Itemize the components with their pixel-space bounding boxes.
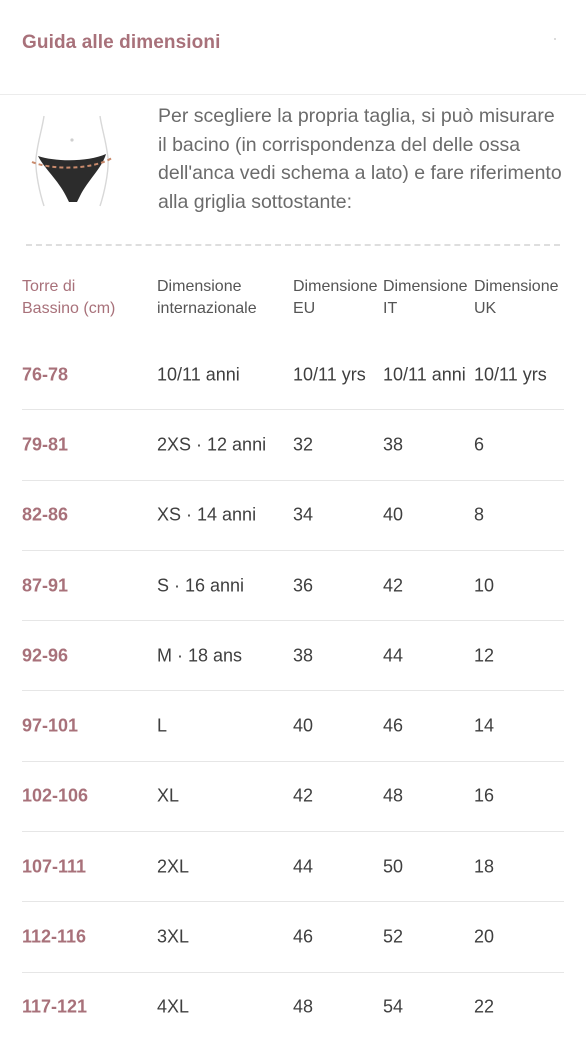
cell-it: 54: [383, 996, 404, 1017]
cell-it: 40: [383, 504, 404, 525]
header-uk: Dimensione UK: [474, 278, 559, 317]
cell-hip: 102-106: [22, 785, 89, 806]
cell-it: 50: [383, 856, 404, 877]
table-body: [22, 340, 564, 1042]
cell-hip: 79-81: [22, 434, 69, 455]
cell-international: S · 16 anni: [157, 575, 245, 596]
table-row: [22, 410, 564, 480]
table-row: [22, 691, 564, 761]
cell-international: 3XL: [157, 926, 190, 947]
header: [0, 0, 586, 95]
cell-eu: 44: [293, 856, 314, 877]
cell-eu: 38: [293, 645, 314, 666]
cell-hip: 76-78: [22, 364, 69, 385]
cell-hip: 82-86: [22, 504, 69, 525]
cell-eu: 32: [293, 434, 314, 455]
cell-it: 48: [383, 785, 404, 806]
cell-international: L: [157, 715, 168, 736]
cell-hip: 117-121: [22, 996, 88, 1017]
table-row: [22, 340, 564, 410]
cell-eu: 48: [293, 996, 314, 1017]
hip-measurement-icon: [30, 110, 114, 210]
cell-uk: 10/11 yrs: [474, 364, 547, 385]
close-icon[interactable]: [554, 38, 556, 40]
table-row: [22, 902, 564, 972]
cell-uk: 20: [474, 926, 495, 947]
table-header: [22, 276, 564, 336]
cell-it: 38: [383, 434, 404, 455]
header-eu: Dimensione EU: [293, 278, 378, 317]
cell-uk: 22: [474, 996, 495, 1017]
cell-it: 10/11 anni: [383, 364, 466, 385]
cell-uk: 10: [474, 575, 495, 596]
cell-hip: 107-111: [22, 856, 87, 877]
cell-eu: 46: [293, 926, 314, 947]
intro-text: Per scegliere la propria taglia, si può misurare il bacino (in corrispondenza del delle ossa dell'anca vedi schema a lato) e fare riferimento alla griglia sottostante:: [158, 105, 562, 213]
cell-uk: 8: [474, 504, 485, 525]
dashed-divider: [26, 244, 560, 246]
cell-uk: 16: [474, 785, 495, 806]
cell-international: 10/11 anni: [157, 364, 240, 385]
header-international: Dimensione internazionale: [157, 278, 257, 317]
size-table: [22, 276, 564, 1038]
cell-international: XS · 14 anni: [157, 504, 257, 525]
cell-eu: 42: [293, 785, 314, 806]
cell-hip: 87-91: [22, 575, 69, 596]
cell-eu: 36: [293, 575, 314, 596]
cell-international: 2XL: [157, 856, 190, 877]
cell-hip: 112-116: [22, 926, 87, 947]
cell-international: M · 18 ans: [157, 645, 243, 666]
cell-international: XL: [157, 785, 180, 806]
table-row: [22, 832, 564, 902]
cell-it: 42: [383, 575, 404, 596]
cell-uk: 14: [474, 715, 495, 736]
cell-it: 52: [383, 926, 404, 947]
cell-it: 46: [383, 715, 404, 736]
cell-eu: 40: [293, 715, 314, 736]
cell-uk: 6: [474, 434, 485, 455]
header-hip: Torre di Bassino (cm): [22, 278, 116, 317]
cell-eu: 34: [293, 504, 314, 525]
cell-uk: 18: [474, 856, 495, 877]
cell-hip: 97-101: [22, 715, 79, 736]
cell-it: 44: [383, 645, 404, 666]
cell-uk: 12: [474, 645, 495, 666]
cell-international: 4XL: [157, 996, 190, 1017]
cell-hip: 92-96: [22, 645, 69, 666]
table-row: [22, 621, 564, 691]
table-row: [22, 762, 564, 832]
cell-eu: 10/11 yrs: [293, 364, 366, 385]
page-title: Guida alle dimensioni: [22, 32, 221, 53]
cell-international: 2XS · 12 anni: [157, 434, 267, 455]
table-row: [22, 551, 564, 621]
header-it: Dimensione IT: [383, 278, 468, 317]
table-row: [22, 481, 564, 551]
intro-section: [0, 100, 586, 230]
table-row: [22, 973, 564, 1042]
